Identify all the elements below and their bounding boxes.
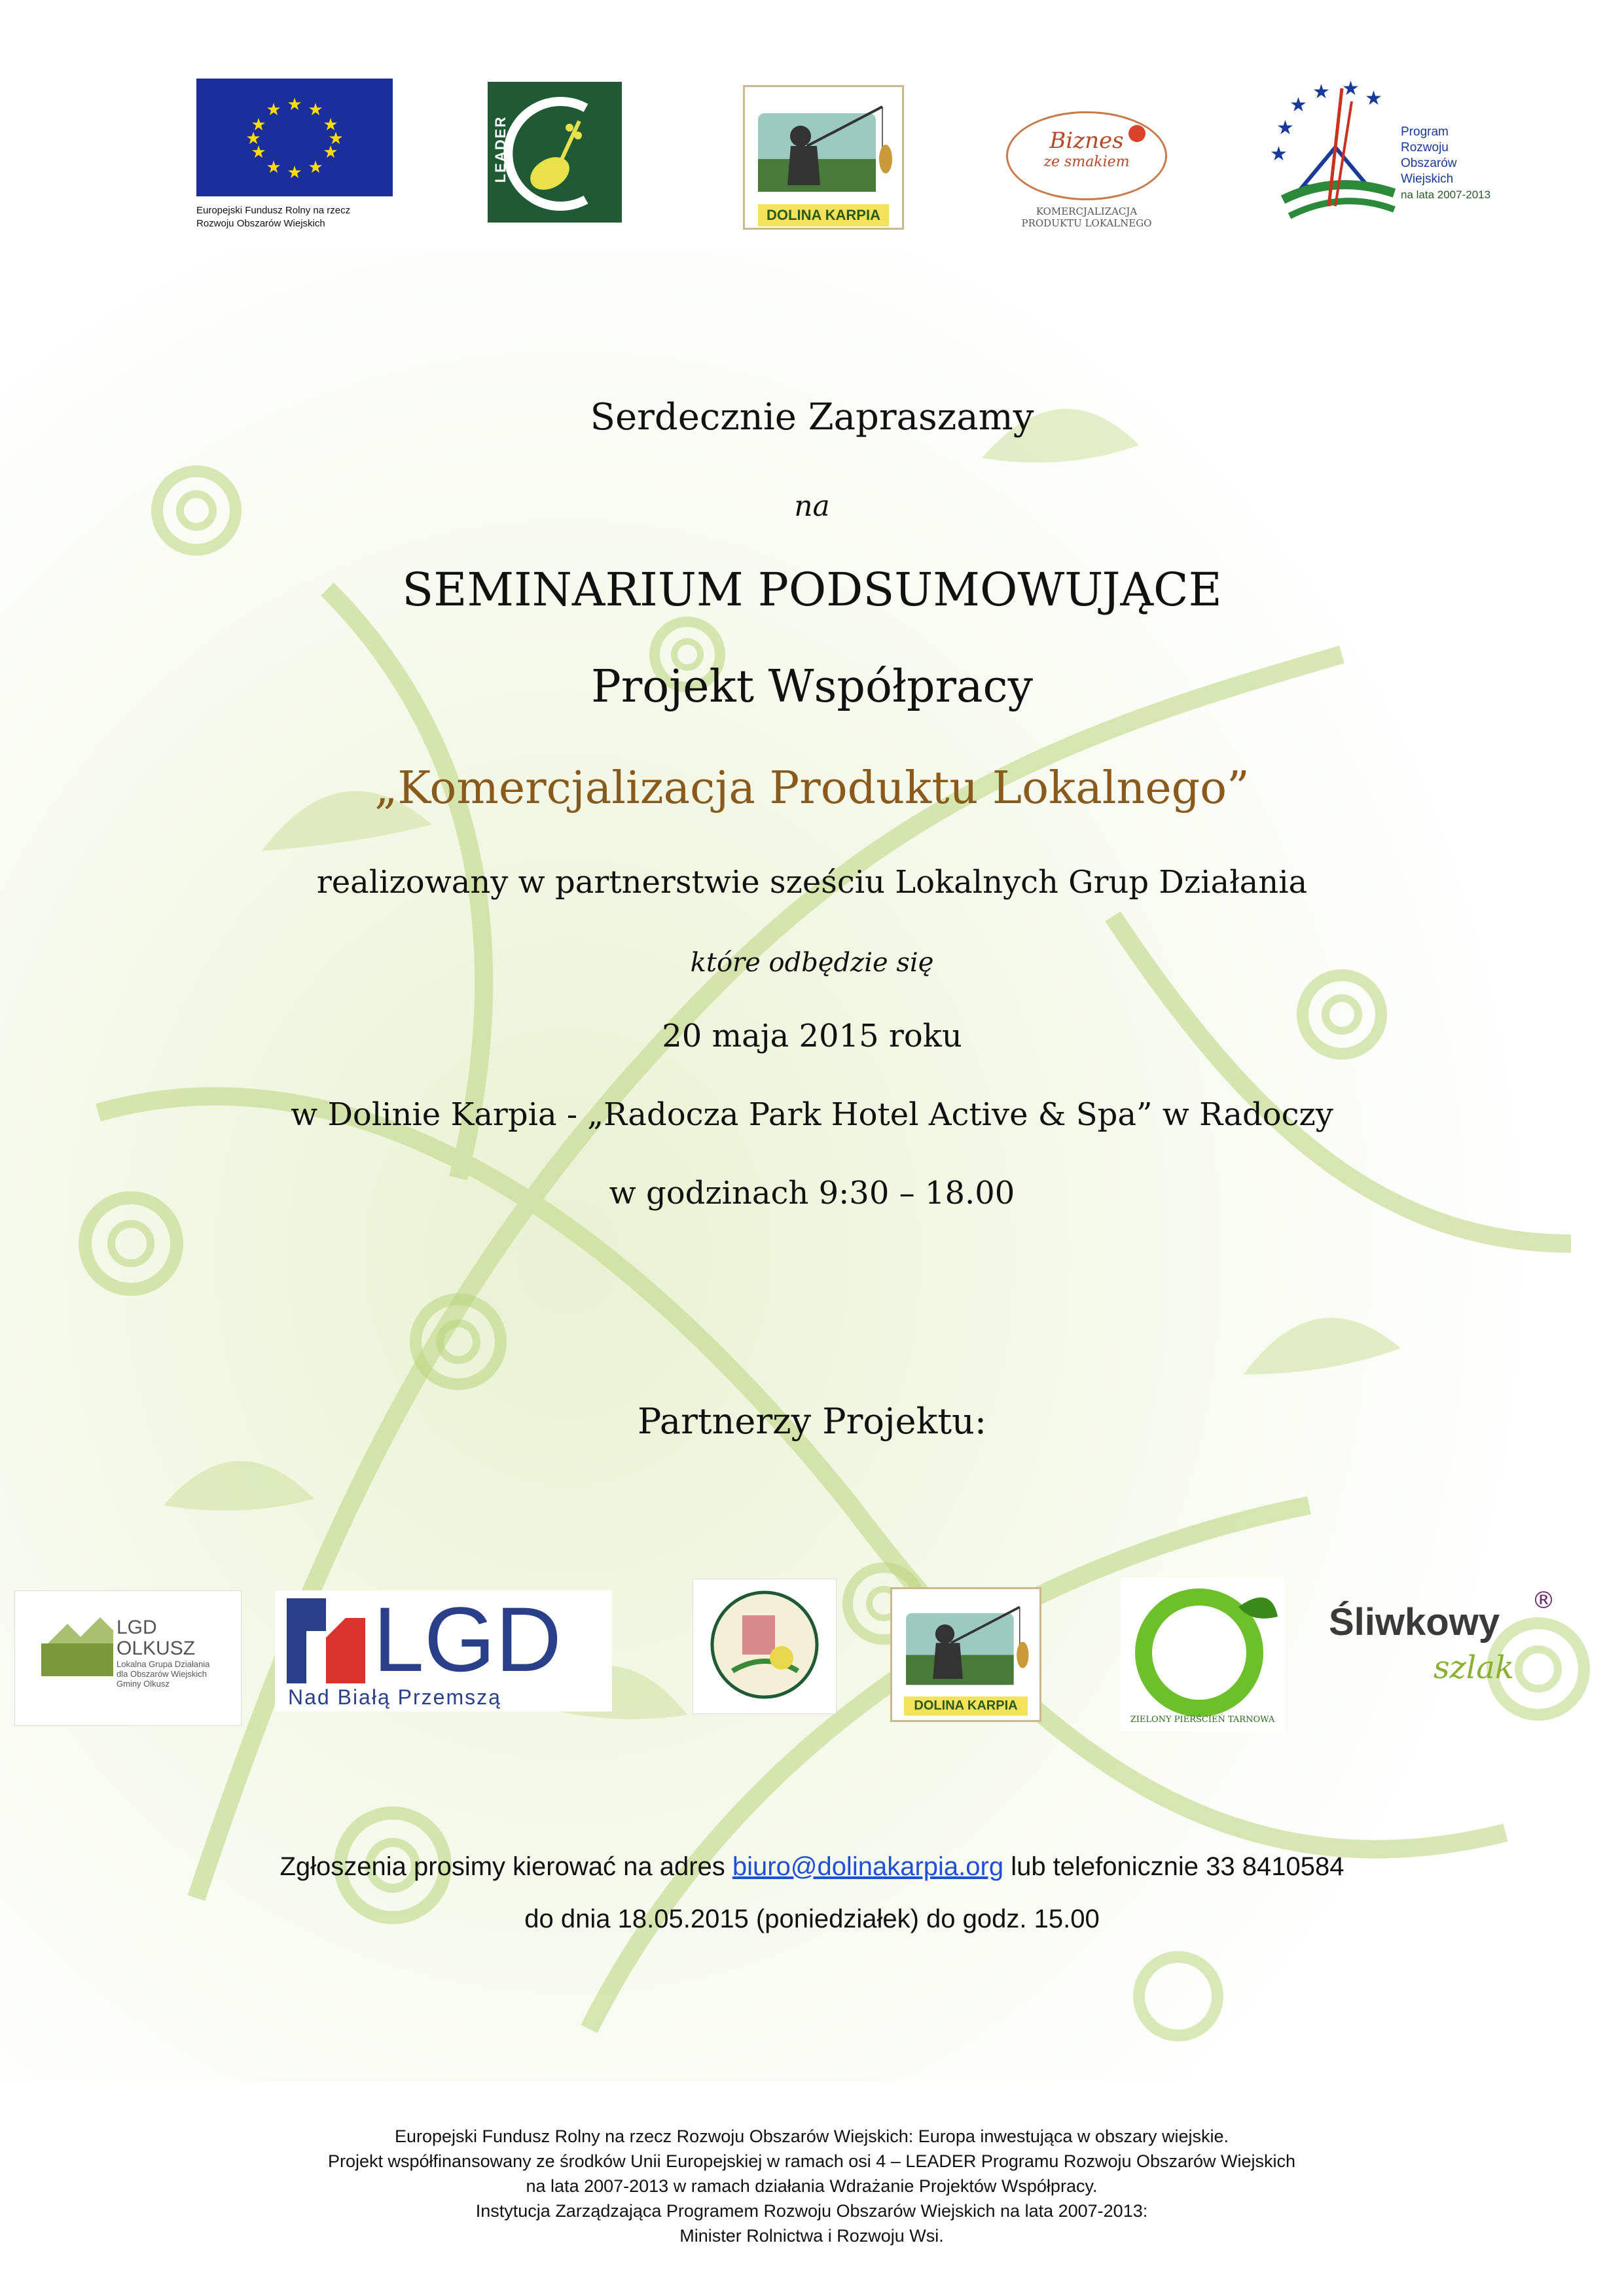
dolina-karpia-label: DOLINA KARPIA — [758, 204, 889, 226]
biznes-caption: KOMERCJALIZACJA — [1036, 206, 1138, 217]
svg-text:★: ★ — [1270, 143, 1288, 166]
dolina-karpia-label: DOLINA KARPIA — [904, 1696, 1028, 1715]
greeting: Serdecznie Zapraszamy — [590, 396, 1034, 439]
prow-logo — [1263, 75, 1512, 232]
event-hours: w godzinach 9:30 – 18.00 — [609, 1175, 1015, 1211]
takes-place-text: które odbędzie się — [690, 948, 934, 978]
prow-text: Obszarów — [1401, 156, 1457, 170]
svg-text:★: ★ — [245, 129, 261, 149]
eu-caption: Rozwoju Obszarów Wiejskich — [196, 218, 325, 229]
na-label: na — [794, 490, 830, 523]
svg-text:★: ★ — [287, 95, 302, 115]
svg-text:★: ★ — [251, 115, 266, 135]
zielony-label: ZIELONY PIERŚCIEŃ TARNOWA — [1130, 1715, 1275, 1725]
footer-line: Instytucja Zarządzająca Programem Rozwoju Obszarów Wiejskich na lata 2007-2013: — [475, 2201, 1148, 2221]
fisherman-icon — [892, 1589, 1039, 1694]
svg-text:★: ★ — [1312, 81, 1330, 103]
event-venue: w Dolinie Karpia - „Radocza Park Hotel Active & Spa” w Radoczy — [291, 1096, 1333, 1133]
project-name: „Komercjalizacja Produktu Lokalnego” — [374, 762, 1250, 814]
lgd-olkusz-logo — [14, 1590, 242, 1726]
partners-heading: Partnerzy Projektu: — [637, 1401, 987, 1442]
biznes-subtitle: ze smakiem — [1043, 154, 1130, 170]
registration-line-2: do dnia 18.05.2015 (poniedziałek) do godz. 15.00 — [524, 1905, 1100, 1933]
olkusz-title: LGD — [117, 1617, 157, 1638]
svg-text:★: ★ — [266, 100, 281, 120]
svg-text:★: ★ — [287, 163, 302, 183]
olkusz-sub: Gminy Olkusz — [117, 1679, 170, 1689]
lgd-round-logo — [693, 1579, 837, 1714]
partnership-text: realizowany w partnerstwie sześciu Lokalnych Grup Działania — [316, 864, 1308, 901]
fisherman-icon — [745, 87, 902, 202]
sliwkowy-szlak-logo — [1322, 1587, 1558, 1712]
svg-text:★: ★ — [1290, 94, 1307, 117]
svg-text:★: ★ — [1365, 87, 1382, 110]
registration-text: lub telefonicznie 33 8410584 — [1003, 1852, 1344, 1881]
prow-emblem-icon — [1263, 75, 1401, 226]
sliwkowy-title: Śliwkowy — [1329, 1601, 1500, 1643]
lgd-biala-title: LGD — [373, 1588, 562, 1691]
registration-line-1 — [0, 1852, 1624, 1882]
email-link[interactable]: biuro@dolinakarpia.org — [732, 1852, 1004, 1881]
olkusz-sub: Lokalna Grupa Działania — [117, 1659, 210, 1669]
round-emblem-icon — [693, 1579, 836, 1713]
prow-text: Program — [1401, 125, 1449, 139]
event-title: SEMINARIUM PODSUMOWUJĄCE — [402, 563, 1222, 617]
sliwkowy-subtitle: szlak — [1434, 1649, 1514, 1686]
svg-text:★: ★ — [328, 129, 344, 149]
apple-icon — [1128, 125, 1146, 142]
lgd-biala-subtitle: Nad Białą Przemszą — [288, 1685, 501, 1709]
olkusz-title: OLKUSZ — [117, 1638, 196, 1659]
footer-line: Projekt współfinansowany ze środków Unii Europejskiej w ramach osi 4 – LEADER Programu Rozwoju Obszarów Wiejskich — [327, 2151, 1296, 2171]
svg-text:★: ★ — [266, 158, 281, 177]
leader-logo — [488, 82, 622, 223]
dolina-karpia-partner-logo — [890, 1587, 1041, 1722]
svg-text:★: ★ — [308, 100, 323, 120]
eu-flag-icon — [196, 79, 393, 196]
footer-line: Europejski Fundusz Rolny na rzecz Rozwoju Obszarów Wiejskich: Europa inwestująca w obszary wiejskie. — [394, 2126, 1229, 2146]
biznes-ze-smakiem-logo — [1001, 111, 1172, 232]
footer — [196, 2124, 1427, 2248]
leader-label: LEADER — [492, 115, 509, 183]
footer-line: na lata 2007-2013 w ramach działania Wdrażanie Projektów Współpracy. — [526, 2176, 1098, 2196]
prow-text: Wiejskich — [1401, 172, 1454, 186]
green-ring-icon — [1121, 1577, 1284, 1731]
zielony-pierscien-logo — [1121, 1577, 1284, 1731]
event-date: 20 maja 2015 roku — [662, 1018, 962, 1054]
svg-text:★: ★ — [308, 158, 323, 177]
registration-text: Zgłoszenia prosimy kierować na adres — [280, 1852, 732, 1881]
lgd-nad-biala-przemsza-logo — [275, 1590, 612, 1712]
eu-logo — [196, 79, 393, 242]
footer-line: Minister Rolnictwa i Rozwoju Wsi. — [679, 2226, 944, 2246]
olkusz-emblem-icon — [41, 1617, 113, 1676]
svg-text:★: ★ — [251, 143, 266, 162]
lgd-emblem-icon — [287, 1598, 365, 1683]
olkusz-sub: dla Obszarów Wiejskich — [117, 1669, 207, 1679]
leader-emblem-icon — [488, 82, 622, 223]
biznes-title: Biznes — [1049, 128, 1124, 154]
biznes-caption: PRODUKTU LOKALNEGO — [1021, 217, 1152, 229]
prow-text: Rozwoju — [1401, 141, 1449, 154]
svg-text:★: ★ — [323, 115, 338, 135]
prow-years: na lata 2007-2013 — [1401, 188, 1491, 201]
project-label: Projekt Współpracy — [590, 661, 1034, 713]
svg-text:★: ★ — [1342, 77, 1360, 100]
dolina-karpia-logo — [743, 85, 904, 230]
eu-caption: Europejski Fundusz Rolny na rzecz — [196, 205, 351, 216]
svg-text:★: ★ — [323, 143, 338, 162]
registered-icon: ® — [1532, 1587, 1555, 1614]
svg-text:★: ★ — [1276, 117, 1294, 139]
